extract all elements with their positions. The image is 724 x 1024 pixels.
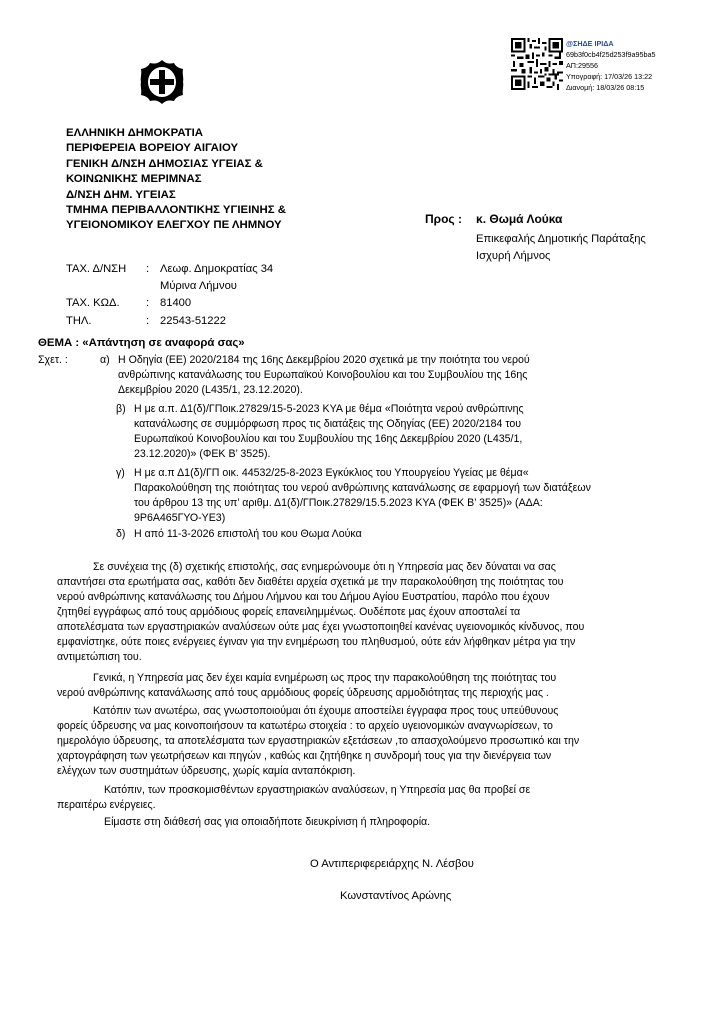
body-line: αποτελέσματα των εργαστηριακών αναλύσεων ούτε μας έχει γνωστοποιηθεί κανένας υγειονομικός κίνδυνος, που [57, 621, 585, 633]
body-line: φορείς ύδρευσης να μας κοινοποιήσουν τα κατωτέρω στοιχεία : το αρχείο υγειονομικών αναγνωρίσεων, το [57, 720, 553, 732]
signatory-role: Ο Αντιπεριφερειάρχης Ν. Λέσβου [310, 858, 474, 870]
body-line: χαρτογράφηση των γεωτρήσεων και πηγών , καθώς και ζητήθηκε η συνδρομή τους για την διενέργεια των [57, 750, 552, 762]
reference-b-line: Η με α.π. Δ1(δ)/ΓΠοικ.27829/15-5-2023 ΚΥΑ με θέμα «Ποιότητα νερού ανθρώπινης [134, 403, 524, 415]
sender-line: ΤΜΗΜΑ ΠΕΡΙΒΑΛΛΟΝΤΙΚΗΣ ΥΓΙΕΙΝΗΣ & [66, 204, 286, 217]
reference-d-mark: δ) [116, 528, 126, 540]
body-line: περαιτέρω ενέργειες. [57, 799, 156, 811]
address-city: Μύρινα Λήμνου [160, 280, 237, 292]
sender-line: ΕΛΛΗΝΙΚΗ ΔΗΜΟΚΡΑΤΙΑ [66, 127, 203, 139]
sender-line: ΓΕΝΙΚΗ Δ/ΝΣΗ ΔΗΜΟΣΙΑΣ ΥΓΕΙΑΣ & [66, 157, 263, 170]
body-line: αντιμετώπιση του. [57, 651, 142, 663]
zip-colon: : [146, 297, 150, 309]
reference-c-line: 9Ρ6Α465ΓΥΟ-ΥΕ3) [134, 512, 226, 524]
zip-label: ΤΑΧ. ΚΩΔ. [66, 297, 120, 309]
reference-c-line: Παρακολούθηση της ποιότητας του νερού ανθρώπινης κατανάλωσης σε εφαρμογή των διατάξεων [134, 482, 591, 494]
qr-code-icon [511, 38, 563, 90]
body-line: Κατόπιν των ανωτέρω, σας γνωστοποιούμαι ότι έχουμε αποστείλει έγγραφα προς τους υπεύθυνους [93, 705, 559, 717]
body-line: ζητηθεί εγγράφως από τους αρμόδιους φορείς επανειλημμένως. Ουδέποτε μας έχουν αποσταλεί τα [57, 606, 521, 618]
sender-line: ΠΕΡΙΦΕΡΕΙΑ ΒΟΡΕΙΟΥ ΑΙΓΑΙΟΥ [66, 142, 239, 155]
body-line: ελέγχων των συστημάτων ύδρευσης, χωρίς καμία ανταπόκριση. [57, 765, 356, 777]
body-line: νερού ανθρώπινης κατανάλωσης του Δήμου Λήμνου και του Δήμου Αγίου Ευστρατίου, παρόλο που έχουν [57, 591, 550, 603]
reference-a-line: ανθρώπινης κατανάλωσης του Ευρωπαϊκού Κοινοβουλίου και του Συμβουλίου της 16ης [118, 369, 528, 381]
reference-d-line: Η από 11-3-2026 επιστολή του κου Θωμα Λούκα [134, 528, 362, 540]
greek-coat-of-arms-icon [138, 58, 186, 106]
phone-value: 22543-51222 [160, 315, 226, 327]
reference-b-line: κατανάλωσης σε συμμόρφωση προς τις διατάξεις της Οδηγίας (ΕΕ) 2020/2184 του [134, 418, 522, 430]
body-line: εμφανίστηκε, ούτε ποιες ενέργειες έγιναν για την ενημέρωση του πληθυσμού, ούτε εάν λήφθηκαν μέτρα για την [57, 636, 576, 648]
body-line: Σε συνέχεια της (δ) σχετικής επιστολής, σας ενημερώνουμε ότι η Υπηρεσία μας δεν δύναται να σας [93, 561, 556, 573]
stamp-protocol-number: ΑΠ:29556 [566, 61, 598, 70]
stamp-distribution-date: Διανομή: 18/03/26 08:15 [566, 83, 645, 92]
body-line: Είμαστε στη διάθεσή σας για οποιαδήποτε διευκρίνιση ή πληροφορία. [104, 816, 431, 828]
body-line: ημερολόγιο ύδρευσης, τα αποτελέσματα των εργαστηριακών εξετάσεων ,το απασχολούμενο προσωπικό και την [57, 735, 580, 747]
body-line: Γενικά, η Υπηρεσία μας δεν έχει καμία ενημέρωση ως προς την παρακολούθηση της ποιότητας του [93, 672, 557, 684]
reference-b-line: 23.12.2020)» (ΦΕΚ Β’ 3525). [134, 448, 271, 460]
reference-c-mark: γ) [116, 467, 125, 479]
stamp-signed-date: Υπογραφή: 17/03/26 13:22 [566, 72, 653, 81]
sender-line: ΚΟΙΝΩΝΙΚΗΣ ΜΕΡΙΜΝΑΣ [66, 173, 202, 186]
references-label: Σχετ. : [38, 354, 68, 366]
phone-label: ΤΗΛ. [66, 315, 92, 327]
reference-c-line: του άρθρου 13 της υπ’ αριθμ. Δ1(δ)/ΓΠοικ.27829/15.5.2023 ΚΥΑ (ΦΕΚ Β’ 3525)» (ΑΔΑ: [134, 497, 543, 509]
address-label: ΤΑΧ. Δ/ΝΣΗ [66, 263, 127, 275]
body-line: Κατόπιν, των προσκομισθέντων εργαστηριακών αναλύσεων, η Υπηρεσία μας θα προβεί σε [104, 784, 531, 796]
reference-a-mark: α) [100, 354, 110, 366]
stamp-hash: 69b3f0cb4f25d253f9a95ba5 [566, 50, 656, 59]
reference-a-line: Δεκεμβρίου 2020 (L435/1, 23.12.2020). [118, 384, 303, 396]
body-line: νερού ανθρώπινης κατανάλωσης από τους αρμόδιους φορείς ύδρευσης αρμοδιότητας της περιοχής μας . [57, 687, 549, 699]
recipient-party: Ισχυρή Λήμνος [476, 250, 551, 262]
reference-c-line: Η με α.π Δ1(δ)/ΓΠ οικ. 44532/25-8-2023 Εγκύκλιος του Υπουργείου Υγείας με θέμα« [134, 467, 529, 479]
recipient-name: κ. Θωμά Λούκα [476, 212, 563, 226]
reference-b-line: Ευρωπαϊκού Κοινοβουλίου και του Συμβουλίου της 16ης Δεκεμβρίου 2020 (L435/1, [134, 433, 523, 445]
signatory-name: Κωνσταντίνος Αρώνης [340, 890, 452, 902]
sender-line: ΥΓΕΙΟΝΟΜΙΚΟΥ ΕΛΕΓΧΟΥ ΠΕ ΛΗΜΝΟΥ [66, 219, 282, 232]
zip-value: 81400 [160, 297, 192, 309]
phone-colon: : [146, 315, 150, 327]
body-line: απαντήσει στα ερωτήματα σας, καθότι δεν διαθέτει αρχεία σχετικά με την παρακολούθηση της ποιότητας του [57, 576, 564, 588]
address-colon: : [146, 263, 150, 275]
stamp-system: @ΣΗΔΕ ΙΡΙΔΑ [566, 39, 614, 48]
recipient-label: Προς : [425, 212, 462, 226]
recipient-title: Επικεφαλής Δημοτικής Παράταξης [476, 233, 646, 245]
sender-block [66, 126, 286, 234]
address-value: Λεωφ. Δημοκρατίας 34 [160, 263, 274, 275]
reference-b-mark: β) [116, 403, 126, 415]
reference-a-line: Η Οδηγία (ΕΕ) 2020/2184 της 16ης Δεκεμβρίου 2020 σχετικά με την ποιότητα του νερού [118, 354, 530, 366]
subject-line: ΘΕΜΑ : «Απάντηση σε αναφορά σας» [38, 337, 245, 349]
sender-line: Δ/ΝΣΗ ΔΗΜ. ΥΓΕΙΑΣ [66, 188, 176, 201]
